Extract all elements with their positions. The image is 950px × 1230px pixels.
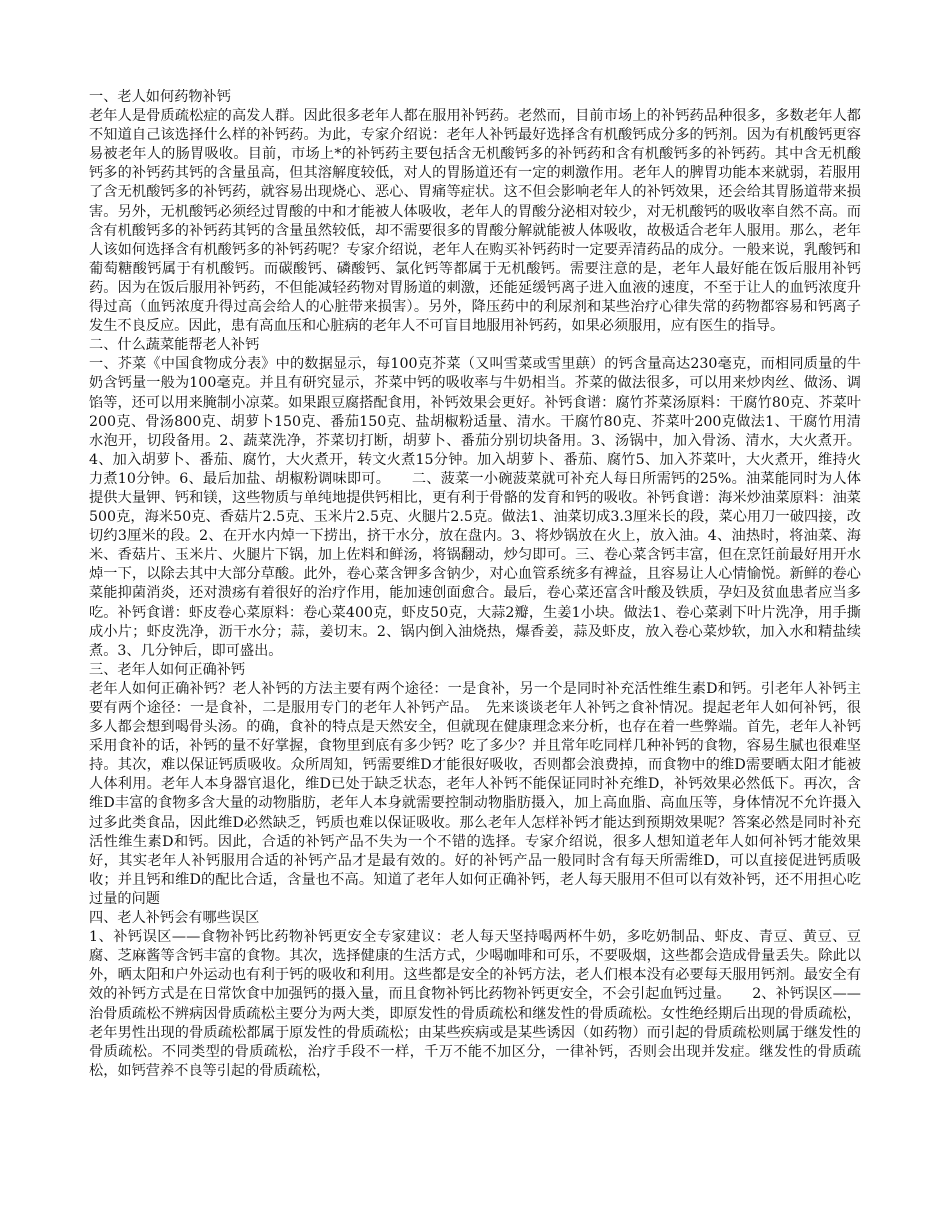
section-correct-method (89, 661, 861, 909)
document-page (89, 88, 861, 1081)
section-body: 老年人如何正确补钙？老人补钙的方法主要有两个途径：一是食补，另一个是同时补充活性维生素D和钙。引老年人补钙主要有两个途径：一是食补，二是服用专门的老年人补钙产品。 先来谈谈老年人补钙之食补情况。提起老年人如何补钙，很多人都会想到喝骨头汤。的确，食补的特点是天然安全，但就现在健康理念来分析，也存在着一些弊端。首先，老年人补钙采用食补的话，补钙的量不好掌握，食物里到底有多少钙？吃了多少？并且常年吃同样几种补钙的食物，容易生腻也很难坚持。其次，难以保证钙质吸收。众所周知，钙需要维D才能很好吸收，否则都会浪费掉，而食物中的维D需要晒太阳才能被人体利用。老年人本身器官退化，维D已处于缺乏状态，老年人补钙不能保证同时补充维D，补钙效果必然低下。再次，含维D丰富的食物多含大量的动物脂肪，老年人本身就需要控制动物脂肪摄入，加上高血脂、高血压等，身体情况不允许摄入过多此类食品，因此维D必然缺乏，钙质也难以保证吸收。那么老年人怎样补钙才能达到预期效果呢？答案必然是同时补充活性维生素D和钙。因此，合适的补钙产品不失为一个不错的选择。专家介绍说，很多人想知道老年人如何补钙才能效果好，其实老年人补钙服用合适的补钙产品才是最有效的。好的补钙产品一般同时含有每天所需维D，可以直接促进钙质吸收；并且钙和维D的配比合适，含量也不高。知道了老年人如何正确补钙，老人每天服用不但可以有效补钙，还不用担心吃过量的问题 (89, 680, 861, 907)
section-heading: 二、什么蔬菜能帮老人补钙 (89, 337, 260, 354)
section-body: 老年人是骨质疏松症的高发人群。因此很多老年人都在服用补钙药。老然而，目前市场上的补钙药品种很多，多数老年人都不知道自己该选择什么样的补钙药。为此，专家介绍说：老年人补钙最好选择含有机酸钙成分多的钙剂。因为有机酸钙更容易被老年人的肠胃吸收。目前，市场上*的补钙药主要包括含无机酸钙多的补钙药和含有机酸钙多的补钙药。其中含无机酸钙多的补钙药其钙的含量虽高，但其溶解度较低，对人的胃肠道还有一定的刺激作用。老年人的脾胃功能本来就弱，若服用了含无机酸钙多的补钙药，就容易出现烧心、恶心、胃痛等症状。这不但会影响老年人的补钙效果，还会给其胃肠道带来损害。另外，无机酸钙必须经过胃酸的中和才能被人体吸收，老年人的胃酸分泌相对较少，对无机酸钙的吸收率自然不高。而含有机酸钙多的补钙药其钙的含量虽然较低，却不需要很多的胃酸分解就能被人体吸收，故极适合老年人服用。那么，老年人该如何选择含有机酸钙多的补钙药呢？专家介绍说，老年人在购买补钙药时一定要弄清药品的成分。一般来说，乳酸钙和葡萄糖酸钙属于有机酸钙。而碳酸钙、磷酸钙、氯化钙等都属于无机酸钙。需要注意的是，老年人最好能在饭后服用补钙药。因为在饭后服用补钙药，不但能减轻药物对胃肠道的刺激，还能延缓钙离子进入血液的速度，不至于让人的血钙浓度升得过高（血钙浓度升得过高会给人的心脏带来损害）。另外，降压药中的利尿剂和某些治疗心律失常的药物都容易和钙离子发生不良反应。因此，患有高血压和心脏病的老年人不可盲目地服用补钙药，如果必须服用，应有医生的指导。 (89, 108, 861, 335)
section-drug-calcium (89, 88, 861, 336)
section-heading: 一、老人如何药物补钙 (89, 89, 231, 105)
section-heading: 四、老人补钙会有哪些误区 (89, 910, 260, 927)
section-heading: 三、老年人如何正确补钙 (89, 661, 246, 678)
section-body: 1、补钙误区——食物补钙比药物补钙更安全专家建议：老人每天坚持喝两杯牛奶，多吃奶制品、虾皮、青豆、黄豆、豆腐、芝麻酱等含钙丰富的食物。其次，选择健康的生活方式，少喝咖啡和可乐，不要吸烟，这些都会造成骨量丢失。除此以外，晒太阳和户外运动也有利于钙的吸收和利用。这些都是安全的补钙方法，老人们根本没有必要每天服用钙剂。最安全有效的补钙方式是在日常饮食中加强钙的摄入量，而且食物补钙比药物补钙更安全，不会引起血钙过量。 2、补钙误区——治骨质疏松不辨病因骨质疏松主要分为两大类，即原发性的骨质疏松和继发性的骨质疏松。女性绝经期后出现的骨质疏松，老年男性出现的骨质疏松都属于原发性的骨质疏松；由某些疾病或是某些诱因（如药物）而引起的骨质疏松则属于继发性的骨质疏松。不同类型的骨质疏松，治疗手段不一样，千万不能不加区分，一律补钙，否则会出现并发症。继发性的骨质疏松，如钙营养不良等引起的骨质疏松， (89, 929, 861, 1079)
section-body: 一、芥菜《中国食物成分表》中的数据显示，每100克芥菜（又叫雪菜或雪里蕻）的钙含量高达230毫克，而相同质量的牛奶含钙量一般为100毫克。并且有研究显示，芥菜中钙的吸收率与牛奶相当。芥菜的做法很多，可以用来炒肉丝、做汤、调馅等，还可以用来腌制小凉菜。如果跟豆腐搭配食用，补钙效果会更好。补钙食谱：腐竹芥菜汤原料：干腐竹80克、芥菜叶200克、骨汤800克、胡萝卜150克、番茄150克、盐胡椒粉适量、清水。干腐竹80克、芥菜叶200克做法1、干腐竹用清水泡开，切段备用。2、蔬菜洗净，芥菜切打断，胡萝卜、番茄分别切块备用。3、汤锅中，加入骨汤、清水，大火煮开。4、加入胡萝卜、番茄、腐竹，大火煮开，转文火煮15分钟。加入胡萝卜、番茄、腐竹5、加入芥菜叶，大火煮开，维持火力煮10分钟。6、最后加盐、胡椒粉调味即可。 二、菠菜一小碗菠菜就可补充人每日所需钙的25%。油菜能同时为人体提供大量钾、钙和镁，这些物质与单纯地提供钙相比，更有利于骨骼的发育和钙的吸收。补钙食谱：海米炒油菜原料：油菜500克，海米50克、香菇片2.5克、玉米片2.5克、火腿片2.5克。做法1、油菜切成3.3厘米长的段，菜心用刀一破四接，改切约3厘米的段。2、在开水内焯一下捞出，挤干水分，放在盘内。3、将炒锅放在火上，放入油。4、油热时，将油菜、海米、香菇片、玉米片、火腿片下锅，加上佐料和鲜汤，将锅翻动，炒匀即可。三、卷心菜含钙丰富，但在烹饪前最好用开水焯一下，以除去其中大部分草酸。此外，卷心菜含钾多含钠少，对心血管系统多有裨益，且容易让人心情愉悦。新鲜的卷心菜能抑菌消炎，还对溃疡有着很好的治疗作用，能加速创面愈合。最后，卷心菜还富含叶酸及铁质，孕妇及贫血患者应当多吃。补钙食谱：虾皮卷心菜原料：卷心菜400克，虾皮50克，大蒜2瓣，生姜1小块。做法1、卷心菜剥下叶片洗净，用手撕成小片；虾皮洗净，沥干水分；蒜，姜切末。2、锅内倒入油烧热，爆香姜，蒜及虾皮，放入卷心菜炒软，加入水和精盐续煮。3、几分钟后，即可盛出。 (89, 356, 861, 659)
section-misconceptions (89, 909, 861, 1081)
section-vegetables (89, 336, 861, 661)
